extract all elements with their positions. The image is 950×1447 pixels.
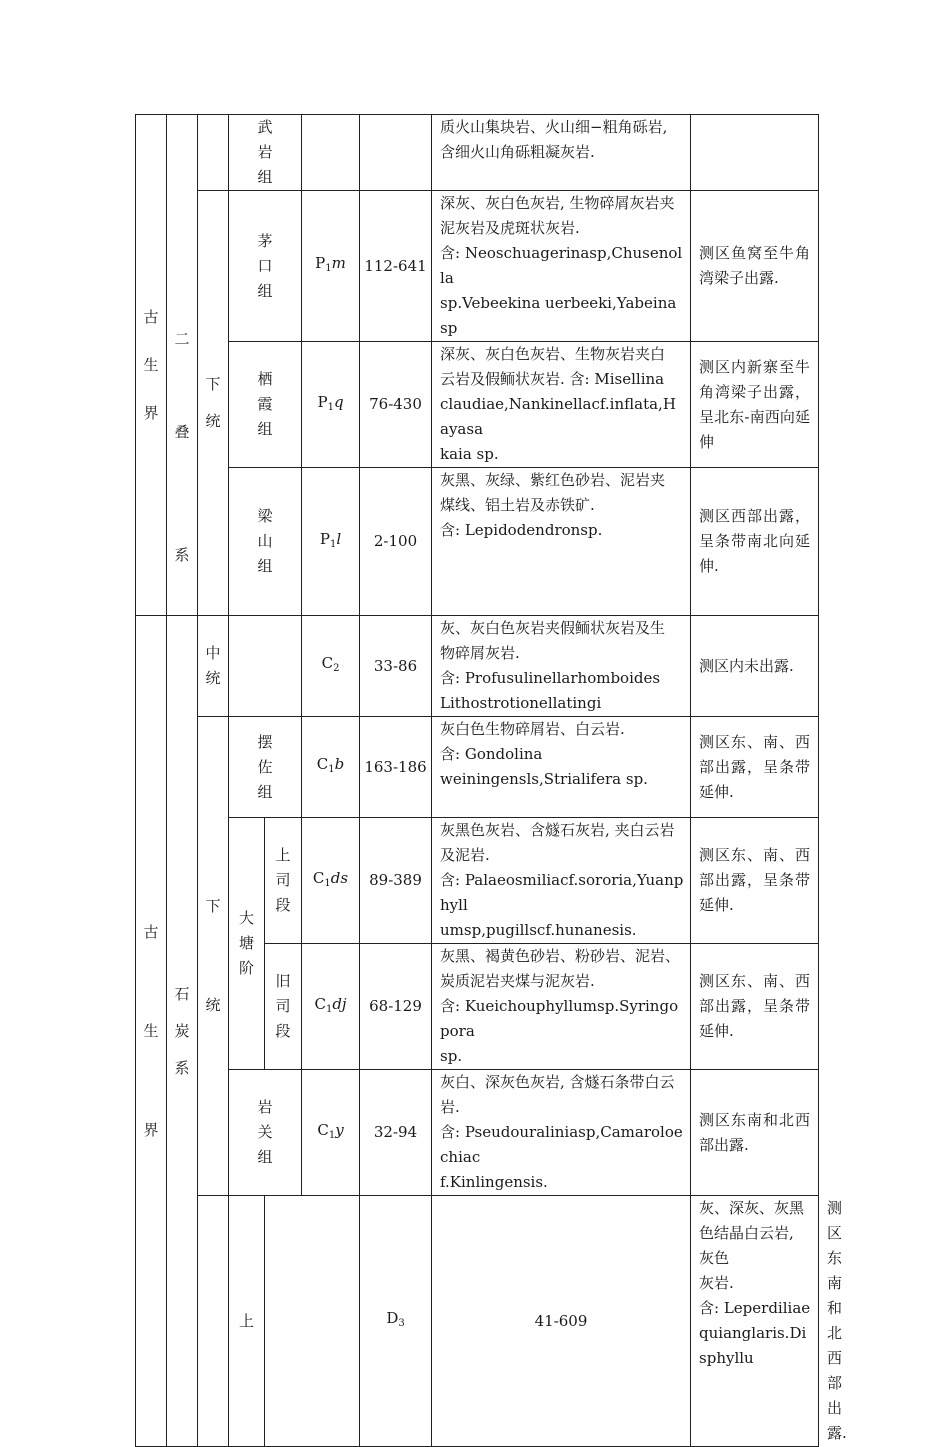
series-cell-lower-permian — [198, 191, 229, 616]
lithology-line: 云岩及假鲕状灰岩. 含: Misellina — [440, 370, 665, 388]
thickness-cell: 32-94 — [360, 1070, 432, 1196]
glyph: 上 — [275, 846, 291, 864]
lithology-line: 含: Leperdiliaequianglaris.Disphyllu — [699, 1299, 811, 1367]
lithology-cell — [432, 818, 691, 944]
formation-name — [229, 504, 301, 579]
code-cell — [302, 342, 360, 468]
glyph: 摆 — [257, 732, 273, 751]
formation-name-cell — [229, 468, 302, 616]
stratigraphic-table: 古 生 界 二 叠 系 武 岩 组 质火山集块岩、火山细−粗角砾岩, 含细火山角砾粗凝灰岩. 下 统 茅 口 组 $P_1m$ 112-641 深灰、灰白色灰岩, 生物碎屑灰岩夹 泥灰岩及虎斑状灰岩. 含: Neoschuagerinasp,Chusenolla sp.Vebeekina uerbeeki,Yabeina sp 测区鱼窝至牛角湾梁子出露. 栖 霞 组 $P_1q$ 76-430 深灰、灰白色灰岩、生物灰岩夹白 云岩及假鲕状灰岩. 含: Misellina claudiae,Nankinellacf.inflata,Hayasa kaia sp. 测区内新寨至牛角湾梁子出露，呈北东-南西向延伸 梁 山 组 $P_1l$ 2-100 灰黑、灰绿、紫红色砂岩、泥岩夹 煤线、铝土岩及赤铁矿. 含: Lepidodendronsp. 测区西部出露，呈条带南北向延伸. 古 生 界 石 炭 系 中 统 $C_2$ 33-86 灰、灰白色灰岩夹假鲕状灰岩及生 物碎屑灰岩. 含: Profusulinellarhomboides Lithostrotionellatingi 测区内未出露. 下 统 摆 佐 组 $C_1b$ 163-186 灰白色生物碎屑岩、白云岩. 含: Gondolina weiningensls,Strialifera sp. 测区东、南、西部出露，呈条带延伸. 大 塘 阶 上 司 段 $C_1ds$ 89-389 灰黑色灰岩、含燧石灰岩, 夹白云岩 及泥岩. 含: Palaeosmiliacf.sororia,Yuanphyll umsp,pugillscf.hunanesis. 测区东、南、西部出露，呈条带延伸. 旧 司 段 $C_1dj$ 68-129 灰黑、褐黄色砂岩、粉砂岩、泥岩、 炭质泥岩夹煤与泥灰岩. 含: Kueichouphyllumsp.Syringopora sp. 测区东、南、西部出露，呈条带延伸. 岩 关 组 $C_1y$ 32-94 灰白、深灰色灰岩, 含燧石条带白云 岩. 含: Pseudouraliniasp,Camaroloechiac f.Kinlingensis. 测区东南和北西部出露. 上 $D_3$ 41-609 灰、深灰、灰黑色结晶白云岩, 灰色 灰岩. 含: Leperdiliaequianglaris.Disphyllu 测区东南和北西部出露. — [135, 114, 819, 1447]
glyph: 统 — [205, 669, 221, 687]
formation-code: $C_1y$ — [317, 1120, 344, 1141]
lithology-line: kaia sp. — [440, 445, 499, 463]
lithology-text — [440, 115, 684, 165]
series-label — [198, 641, 228, 691]
lithology-line: sp.Vebeekina uerbeeki,Yabeina sp — [440, 294, 677, 337]
lithology-cell — [432, 717, 691, 818]
formation-name — [229, 730, 301, 805]
lithology-line: 灰黑、灰绿、紫红色砂岩、泥岩夹 — [440, 471, 666, 489]
lithology-line: 深灰、灰白色灰岩、生物灰岩夹白 — [440, 345, 666, 363]
formation-code: $C_1b$ — [316, 755, 345, 775]
lithology-text — [699, 1196, 812, 1371]
system-cell-carboniferous — [167, 616, 198, 1447]
lithology-line: 煤线、铝土岩及赤铁矿. — [440, 496, 595, 514]
formation-name — [229, 229, 301, 304]
glyph: 组 — [257, 420, 273, 438]
glyph: 段 — [275, 896, 291, 914]
formation-code: $P_1m$ — [315, 254, 346, 274]
lithology-line: 含细火山角砾粗凝灰岩. — [440, 143, 595, 161]
glyph: 生 — [143, 356, 159, 374]
formation-name-cell — [229, 191, 302, 342]
erathem-cell-paleozoic-lower — [136, 616, 167, 1447]
formation-name — [229, 1095, 301, 1170]
glyph: 岩 — [257, 143, 273, 161]
lithology-cell — [432, 468, 691, 616]
formation-code: $D_3$ — [386, 1309, 405, 1329]
formation-code: $P_1q$ — [317, 392, 344, 413]
lithology-line: 深灰、灰白色灰岩, 生物碎屑灰岩夹 — [440, 194, 675, 212]
glyph: 段 — [275, 1022, 291, 1040]
glyph: 中 — [205, 644, 221, 662]
lithology-cell — [432, 342, 691, 468]
system-label — [167, 976, 197, 1087]
stage-cell-datang — [229, 818, 265, 1070]
remark-cell: 测区西部出露，呈条带南北向延伸. — [691, 468, 819, 616]
glyph: 界 — [143, 404, 159, 422]
formation-code: $C_1ds$ — [312, 868, 349, 889]
thickness-cell: 41-609 — [432, 1196, 691, 1447]
glyph: 统 — [205, 996, 221, 1014]
code-cell — [360, 1196, 432, 1447]
thickness-cell: 89-389 — [360, 818, 432, 944]
lithology-text — [440, 1070, 684, 1195]
remark-cell: 测区东、南、西部出露，呈条带延伸. — [691, 818, 819, 944]
code-cell — [302, 818, 360, 944]
lithology-cell — [432, 115, 691, 191]
code-cell — [302, 1070, 360, 1196]
thickness-cell: 112-641 — [360, 191, 432, 342]
glyph: 统 — [205, 412, 221, 430]
lithology-line: 灰黑色灰岩、含燧石灰岩, 夹白云岩 — [440, 821, 675, 839]
formation-name — [229, 367, 301, 442]
formation-name-cell — [229, 616, 302, 717]
glyph: 二 — [174, 330, 190, 348]
lithology-line: weiningensls,Strialifera sp. — [440, 770, 648, 788]
lithology-text — [440, 818, 684, 943]
glyph: 生 — [143, 1021, 159, 1040]
remark-cell: 测区东南和北西部出露. — [691, 1070, 819, 1196]
member-name-cell — [265, 944, 302, 1070]
erathem-label — [136, 293, 166, 437]
member-name-cell — [265, 818, 302, 944]
lithology-text — [440, 468, 684, 543]
lithology-text — [440, 717, 684, 792]
glyph: 霞 — [257, 395, 273, 413]
lithology-line: 及泥岩. — [440, 846, 490, 864]
glyph: 叠 — [174, 423, 190, 441]
glyph: 武 — [257, 118, 273, 136]
glyph: 茅 — [257, 231, 273, 250]
series-cell-upper — [229, 1196, 265, 1447]
code-cell — [302, 468, 360, 616]
lithology-line: umsp,pugillscf.hunanesis. — [440, 921, 637, 939]
thickness-cell: 2-100 — [360, 468, 432, 616]
lithology-line: 含: Profusulinellarhomboides — [440, 669, 661, 687]
glyph: 山 — [257, 532, 273, 550]
lithology-line: f.Kinlingensis. — [440, 1173, 548, 1191]
lithology-line: sp. — [440, 1047, 463, 1065]
code-cell — [302, 944, 360, 1070]
formation-name-cell — [229, 717, 302, 818]
lithology-line: 灰白、深灰色灰岩, 含燧石条带白云 — [440, 1073, 675, 1091]
glyph: 佐 — [257, 757, 273, 776]
series-cell-lower-carb — [198, 717, 229, 1196]
thickness-cell: 68-129 — [360, 944, 432, 1070]
series-cell-empty — [198, 115, 229, 191]
lithology-line: 质火山集块岩、火山细−粗角砾岩, — [440, 118, 668, 136]
glyph: 旧 — [275, 972, 291, 990]
lithology-text — [440, 616, 684, 716]
series-label — [198, 857, 228, 1055]
remark-cell: 测区东、南、西部出露，呈条带延伸. — [691, 717, 819, 818]
lithology-line: 含: Kueichouphyllumsp.Syringopora — [440, 997, 679, 1040]
glyph: 组 — [257, 557, 273, 575]
lithology-text — [440, 191, 684, 341]
lithology-line: Lithostrotionellatingi — [440, 694, 602, 712]
glyph: 关 — [257, 1123, 273, 1141]
lithology-line: 物碎屑灰岩. — [440, 644, 520, 662]
formation-name-cell — [229, 342, 302, 468]
remark-cell — [691, 115, 819, 191]
lithology-line: 含: Pseudouraliniasp,Camaroloechiac — [440, 1123, 683, 1166]
code-cell — [302, 191, 360, 342]
remark-cell: 测区内新寨至牛角湾梁子出露，呈北东-南西向延伸 — [691, 342, 819, 468]
glyph: 系 — [174, 1058, 190, 1077]
formation-name — [229, 115, 301, 190]
glyph: 下 — [205, 897, 221, 915]
glyph: 组 — [257, 168, 273, 186]
remark-cell: 测区东、南、西部出露，呈条带延伸. — [691, 944, 819, 1070]
glyph: 组 — [257, 281, 273, 300]
formation-code: $C_1dj$ — [314, 994, 347, 1015]
glyph: 系 — [174, 546, 190, 564]
lithology-cell — [432, 1070, 691, 1196]
glyph: 组 — [257, 782, 273, 801]
glyph: 界 — [143, 1120, 159, 1139]
lithology-line: 含: Gondolina — [440, 745, 543, 763]
lithology-line: 灰白色生物碎屑岩、白云岩. — [440, 720, 625, 738]
lithology-line: 岩. — [440, 1098, 460, 1116]
thickness-cell: 76-430 — [360, 342, 432, 468]
erathem-cell-paleozoic-upper — [136, 115, 167, 616]
formation-name-cell — [229, 115, 302, 191]
lithology-line: claudiae,Nankinellacf.inflata,Hayasa — [440, 395, 676, 438]
thickness-cell: 163-186 — [360, 717, 432, 818]
glyph: 下 — [205, 375, 221, 393]
lithology-line: 灰岩. — [699, 1274, 734, 1292]
lithology-line: 泥灰岩及虎斑状灰岩. — [440, 219, 580, 237]
glyph: 古 — [143, 922, 159, 941]
glyph: 石 — [174, 984, 190, 1003]
remark-cell: 测区内未出露. — [691, 616, 819, 717]
stage-label — [229, 906, 264, 981]
lithology-line: 灰、深灰、灰黑色结晶白云岩, 灰色 — [699, 1199, 805, 1267]
glyph: 上 — [238, 1311, 254, 1330]
lithology-cell — [432, 616, 691, 717]
series-label — [198, 366, 228, 440]
lithology-text — [440, 944, 684, 1069]
glyph: 组 — [257, 1148, 273, 1166]
glyph: 炭 — [174, 1021, 190, 1040]
lithology-line: 灰、灰白色灰岩夹假鲕状灰岩及生 — [440, 619, 666, 637]
thickness-cell: 33-86 — [360, 616, 432, 717]
lithology-line: 含: Palaeosmiliacf.sororia,Yuanphyll — [440, 871, 684, 914]
code-cell — [302, 616, 360, 717]
member-name — [265, 843, 301, 918]
formation-code: $C_2$ — [321, 654, 340, 674]
glyph: 岩 — [257, 1098, 273, 1116]
lithology-line: 含: Neoschuagerinasp,Chusenolla — [440, 244, 683, 287]
glyph: 栖 — [257, 370, 273, 388]
lithology-line: 灰黑、褐黄色砂岩、粉砂岩、泥岩、 — [440, 947, 681, 965]
code-cell — [302, 115, 360, 191]
lithology-cell — [432, 191, 691, 342]
glyph: 大 — [238, 909, 254, 927]
glyph: 塘 — [238, 934, 254, 952]
remark-cell: 测区鱼窝至牛角湾梁子出露. — [691, 191, 819, 342]
lithology-cell — [691, 1196, 819, 1447]
system-cell-permian — [167, 115, 198, 616]
glyph: 阶 — [238, 959, 254, 977]
lithology-text — [440, 342, 684, 467]
glyph: 梁 — [257, 507, 273, 525]
glyph: 司 — [275, 871, 291, 889]
glyph: 司 — [275, 997, 291, 1015]
code-cell — [302, 717, 360, 818]
series-cell-middle-carb — [198, 616, 229, 717]
glyph: 口 — [257, 256, 273, 275]
lithology-line: 含: Lepidodendronsp. — [440, 521, 603, 539]
thickness-cell — [360, 115, 432, 191]
lithology-cell — [432, 944, 691, 1070]
erathem-label — [136, 883, 166, 1180]
series-label — [229, 1309, 264, 1334]
lithology-line: 炭质泥岩夹煤与泥灰岩. — [440, 972, 595, 990]
formation-name-cell — [265, 1196, 360, 1447]
glyph: 古 — [143, 308, 159, 326]
formation-code: $P_1l$ — [319, 529, 342, 550]
system-cell-empty — [198, 1196, 229, 1447]
member-name — [265, 969, 301, 1044]
formation-name-cell — [229, 1070, 302, 1196]
